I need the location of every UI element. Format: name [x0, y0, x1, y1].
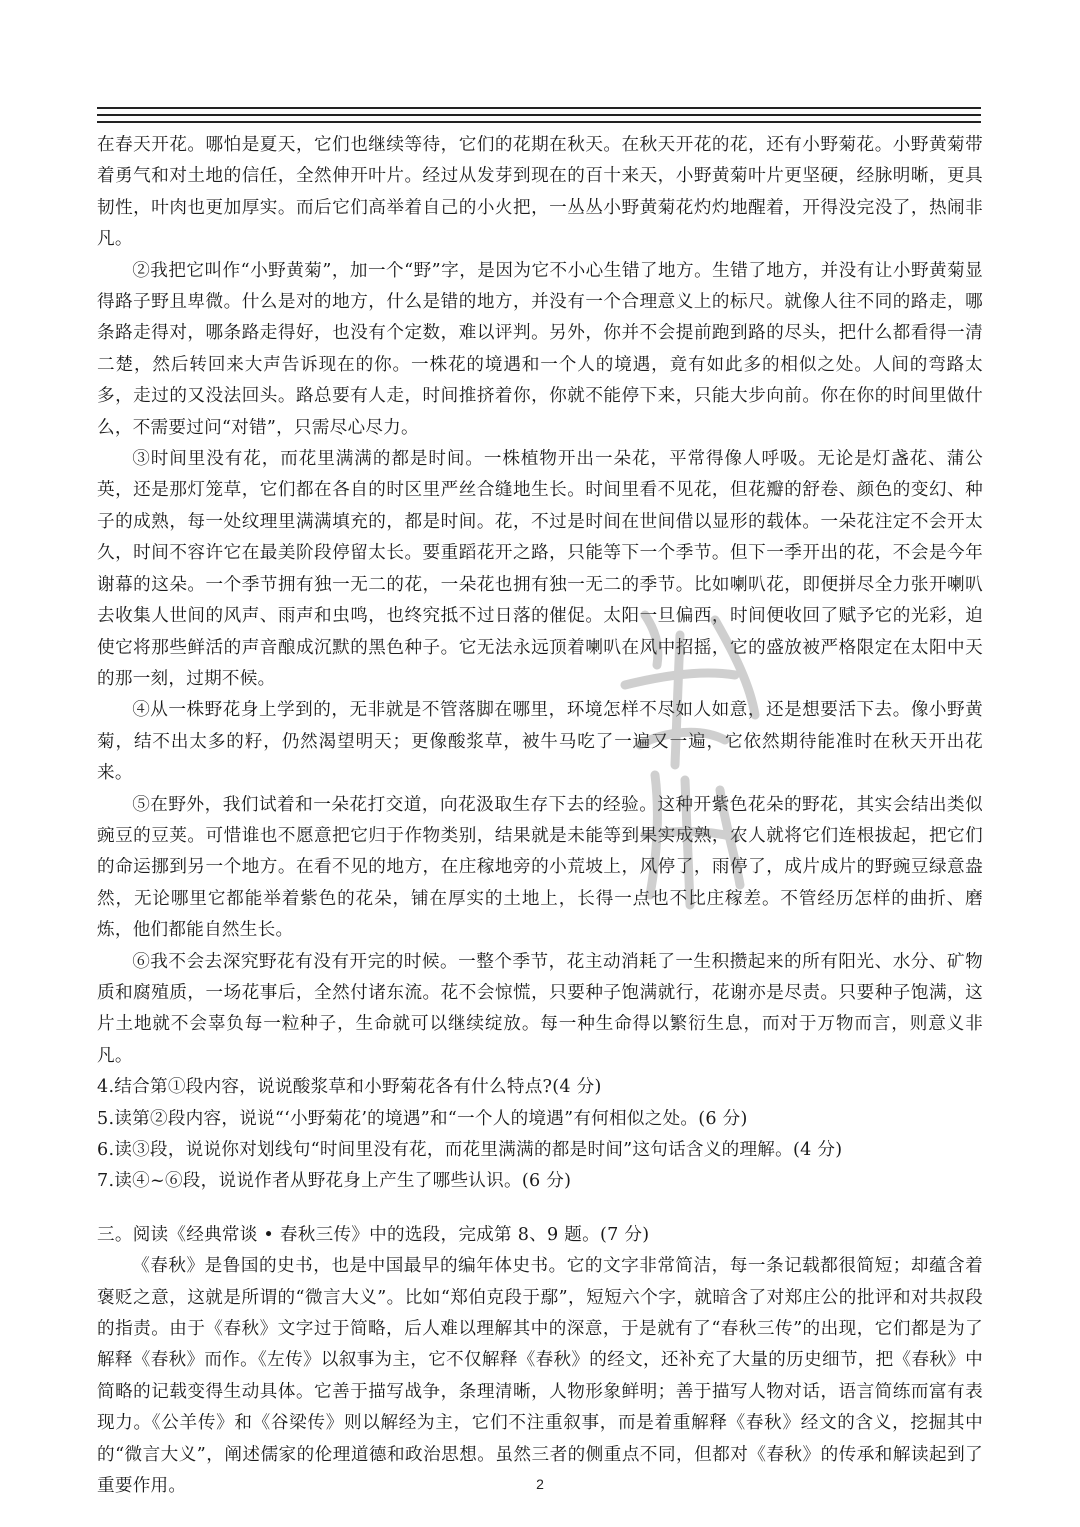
passage-paragraph-4: ④从一株野花身上学到的，无非就是不管落脚在哪里，环境怎样不尽如人如意，还是想要活下去。像小野黄菊，结不出太多的籽，仍然渴望明天；更像酸浆草，被牛马吃了一遍又一遍，它依然期待能准时在秋天开出花来。 [97, 700, 983, 784]
passage-paragraph-6: ⑥我不会去深究野花有没有开完的时候。一整个季节，花主动消耗了一生积攒起来的所有阳光、水分、矿物质和腐殖质，一场花事后，全然付诸东流。花不会惊慌，只要种子饱满就行，花谢亦是尽责。只要种子饱满，这片土地就不会辜负每一粒种子，生命就可以继续绽放。每一种生命得以繁衍生息，而对于万物而言，则意义非凡。 [97, 951, 983, 1066]
header-rule [97, 107, 981, 109]
section-3-paragraph: 《春秋》是鲁国的史书，也是中国最早的编年体史书。它的文字非常简洁，每一条记载都很简短；却蕴含着褒贬之意，这就是所谓的“微言大义”。比如“郑伯克段于鄢”，短短六个字，就暗含了对郑庄公的批评和对共叔段的指责。由于《春秋》文字过于简略，后人难以理解其中的深意，于是就有了“春秋三传”的出现，它们都是为了解释《春秋》而作。《左传》以叙事为主，它不仅解释《春秋》的经文，还补充了大量的历史细节，把《春秋》中简略的记载变得生动具体。它善于描写战争，条理清晰，人物形象鲜明；善于描写人物对话，语言简练而富有表现力。《公羊传》和《谷梁传》则以解经为主，它们不注重叙事，而是着重解释《春秋》经文的含义，挖掘其中的“微言大义”，阐述儒家的伦理道德和政治思想。虽然三者的侧重点不同，但都对《春秋》的传承和解读起到了重要作用。 [97, 1256, 983, 1497]
page-content [97, 130, 983, 1502]
question-4: 4.结合第①段内容，说说酸浆草和小野菊花各有什么特点?(4 分) [97, 1077, 602, 1098]
section-gap [97, 1198, 983, 1220]
header-rule [97, 121, 981, 123]
question-7: 7.读④~⑥段，说说作者从野花身上产生了哪些认识。(6 分) [97, 1171, 572, 1192]
passage-paragraph-2: ②我把它叫作“小野黄菊”，加一个“野”字，是因为它不小心生错了地方。生错了地方，并没有让小野黄菊显得路子野且卑微。什么是对的地方，什么是错的地方，并没有一个合理意义上的标尺。就像人往不同的路走，哪条路走得对，哪条路走得好，也没有个定数，难以评判。另外，你并不会提前跑到路的尽头，把什么都看得一清二楚，然后转回来大声告诉现在的你。一株花的境遇和一个人的境遇，竟有如此多的相似之处。人间的弯路太多，走过的又没法回头。路总要有人走，时间推挤着你，你就不能停下来，只能大步向前。你在你的时间里做什么，不需要过问“对错”，只需尽心尽力。 [97, 260, 983, 438]
question-5: 5.读第②段内容，说说“‘小野菊花’的境遇”和“一个人的境遇”有何相似之处。(6 分) [97, 1108, 748, 1129]
passage-paragraph-continued: 在春天开花。哪怕是夏天，它们也继续等待，它们的花期在秋天。在秋天开花的花，还有小野菊花。小野黄菊带着勇气和对土地的信任，全然伸开叶片。经过从发芽到现在的百十来天，小野黄菊叶片更坚硬，经脉明晰，更具韧性，叶肉也更加厚实。而后它们高举着自己的小火把，一丛丛小野黄菊花灼灼地醒着，开得没完没了，热闹非凡。 [97, 135, 983, 250]
passage-paragraph-5: ⑤在野外，我们试着和一朵花打交道，向花汲取生存下去的经验。这种开紫色花朵的野花，其实会结出类似豌豆的豆荚。可惜谁也不愿意把它归于作物类别，结果就是未能等到果实成熟，农人就将它们连根拔起，把它们的命运挪到另一个地方。在看不见的地方，在庄稼地旁的小荒坡上，风停了，雨停了，成片成片的野豌豆绿意盎然，无论哪里它都能举着紫色的花朵，铺在厚实的土地上，长得一点也不比庄稼差。不管经历怎样的曲折、磨炼，他们都能自然生长。 [97, 794, 983, 941]
section-3-heading: 三。阅读《经典常谈 • 春秋三传》中的选段，完成第 8、9 题。(7 分) [97, 1224, 650, 1245]
question-6: 6.读③段，说说你对划线句“时间里没有花，而花里满满的都是时间”这句话含义的理解。(4 分) [97, 1140, 843, 1160]
page-number: 2 [536, 1476, 544, 1492]
passage-paragraph-3: ③时间里没有花，而花里满满的都是时间。一株植物开出一朵花，平常得像人呼吸。无论是灯盏花、蒲公英，还是那灯笼草，它们都在各自的时区里严丝合缝地生长。时间里看不见花，但花瓣的舒卷、颜色的变幻、种子的成熟，每一处纹理里满满填充的，都是时间。花，不过是时间在世间借以显形的载体。一朵花注定不会开太久，时间不容许它在最美阶段停留太长。要重蹈花开之路，只能等下一个季节。但下一季开出的花，不会是今年谢幕的这朵。一个季节拥有独一无二的花，一朵花也拥有独一无二的季节。比如喇叭花，即便拼尽全力张开喇叭去收集人世间的风声、雨声和虫鸣，也终究抵不过日落的催促。太阳一旦偏西，时间便收回了赋予它的光彩，迫使它将那些鲜活的声音酿成沉默的黑色种子。它无法永远顶着喇叭在风中招摇，它的盛放被严格限定在太阳中天的那一刻，过期不候。 [97, 449, 983, 689]
header-rule [97, 114, 981, 116]
